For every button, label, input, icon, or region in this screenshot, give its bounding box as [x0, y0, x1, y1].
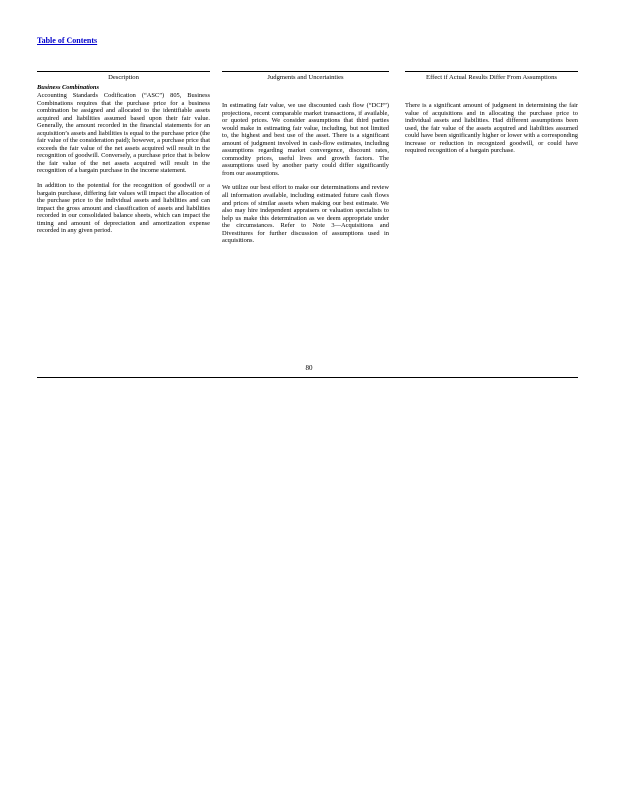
effect-body	[405, 84, 578, 155]
effect-column-header: Effect if Actual Results Differ From Assumptions	[405, 71, 578, 84]
description-body	[37, 92, 210, 235]
effect-column	[405, 71, 578, 162]
description-column	[37, 71, 210, 242]
description-column-header: Description	[37, 71, 210, 84]
table-of-contents-link[interactable]: Table of Contents	[37, 36, 98, 45]
section-title: Business Combinations	[37, 84, 99, 91]
judgments-column	[222, 71, 389, 252]
judgments-paragraph: We utilize our best effort to make our determinations and review all information available, including estimated future cash flows and prices of similar assets when making our best estimate. We also may hire independent appraisers or valuation specialists to help us make this determination as we deem appropriate under the circumstances. Refer to Note 3—Acquisitions and Divestitures for further discussion of assumptions used in acquisitions.	[222, 184, 389, 245]
judgments-paragraph: In estimating fair value, we use discounted cash flow (“DCF”) projections, recent comparable market transactions, if available, or quoted prices. We consider assumptions that third parties would make in estimating fair value, including, but not limited to, the highest and best use of the asset. There is a significant amount of judgment involved in cash-flow estimates, including assumptions regarding market convergence, discount rates, commodity prices, useful lives and growth factors. The assumptions used by another party could differ significantly from our assumptions.	[222, 102, 389, 177]
judgments-body	[222, 84, 389, 245]
judgments-column-header: Judgments and Uncertainties	[222, 71, 389, 84]
description-paragraph: In addition to the potential for the recognition of goodwill or a bargain purchase, differing fair values will impact the allocation of the purchase price to the individual assets and liabilities and can impact the gross amount and classification of assets and liabilities recorded in our consolidated balance sheets, which can impact the timing and amount of depreciation and amortization expense recorded in any given period.	[37, 182, 210, 235]
description-paragraph: Accounting Standards Codification (“ASC”) 805, Business Combinations requires that the purchase price for a business combination be assigned and allocated to the identifiable assets acquired and liabilities assumed based upon their fair value. Generally, the amount recorded in the financial statements for an acquisition’s assets and liabilities is equal to the purchase price (the fair value of the consideration paid); however, a purchase price that exceeds the fair value of the net assets acquired will result in the recognition of goodwill. Conversely, a purchase price that is below the fair value of the net assets acquired will result in the recognition of a bargain purchase in the income statement.	[37, 92, 210, 175]
page-number: 80	[305, 364, 313, 372]
footer-divider	[37, 377, 578, 378]
effect-paragraph: There is a significant amount of judgment in determining the fair value of acquisitions and in allocating the purchase price to individual assets and liabilities. Had different assumptions been used, the fair value of the assets acquired and liabilities assumed could have been significantly higher or lower with a corresponding increase or reduction in recognized goodwill, or could have required recognition of a bargain purchase.	[405, 102, 578, 155]
